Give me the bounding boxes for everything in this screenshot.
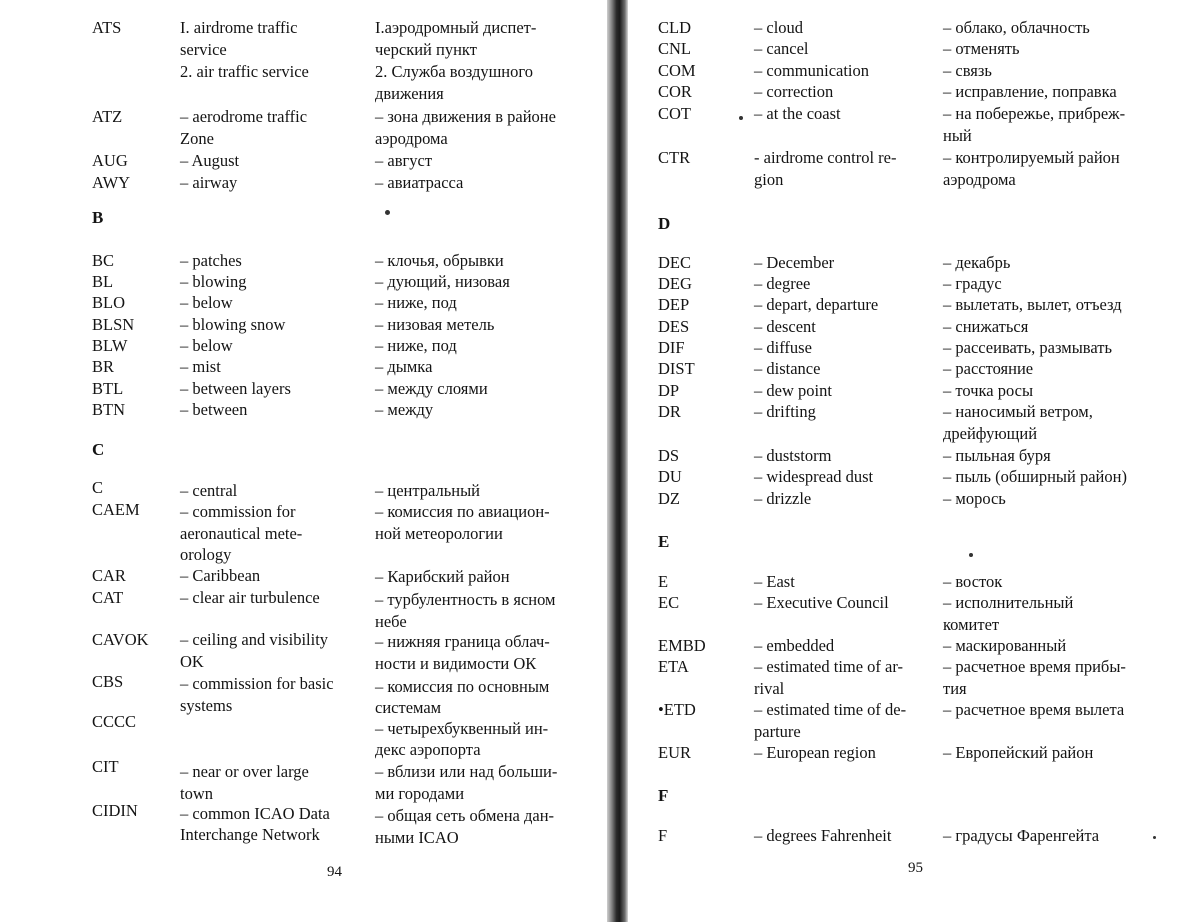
russian-term: ной метеорологии bbox=[375, 524, 503, 543]
russian-term: системам bbox=[375, 698, 442, 717]
abbreviation: BLO bbox=[92, 293, 125, 312]
russian-term: – отменять bbox=[943, 39, 1020, 58]
russian-term: – градус bbox=[943, 274, 1002, 293]
russian-term: 2. Служба воздушного bbox=[375, 62, 533, 81]
abbreviation: EUR bbox=[658, 743, 691, 762]
section-letter: B bbox=[92, 208, 104, 227]
russian-term: – исправление, поправка bbox=[943, 82, 1117, 101]
english-term: – ceiling and visibility bbox=[180, 630, 329, 649]
english-term: OK bbox=[180, 652, 204, 671]
english-term: – widespread dust bbox=[754, 467, 874, 486]
english-term: – cloud bbox=[754, 18, 804, 37]
english-term: – August bbox=[180, 151, 240, 170]
english-term: – near or over large bbox=[180, 762, 309, 781]
russian-term: – морось bbox=[943, 489, 1006, 508]
russian-term: аэродрома bbox=[375, 129, 448, 148]
page-number-left: 94 bbox=[327, 864, 342, 880]
english-term: gion bbox=[754, 170, 784, 189]
abbreviation: DIST bbox=[658, 359, 695, 378]
english-term: aeronautical mete- bbox=[180, 524, 303, 543]
abbreviation: COT bbox=[658, 104, 691, 123]
abbreviation: DIF bbox=[658, 338, 685, 357]
abbreviation: CAT bbox=[92, 588, 124, 607]
english-term: town bbox=[180, 784, 213, 803]
section-letter: D bbox=[658, 214, 671, 233]
russian-term: – рассеивать, размывать bbox=[943, 338, 1112, 357]
english-term: – distance bbox=[754, 359, 821, 378]
russian-term: – связь bbox=[943, 61, 992, 80]
russian-term: – низовая метель bbox=[375, 315, 495, 334]
abbreviation: COR bbox=[658, 82, 692, 101]
russian-term: – контролируемый район bbox=[943, 148, 1120, 167]
russian-term: – снижаться bbox=[943, 317, 1029, 336]
english-term: – commission for bbox=[180, 502, 296, 521]
abbreviation: CIT bbox=[92, 757, 119, 776]
russian-term: – градусы Фаренгейта bbox=[943, 826, 1100, 845]
abbreviation: AUG bbox=[92, 151, 128, 170]
abbreviation: BLSN bbox=[92, 315, 135, 334]
abbreviation: CIDIN bbox=[92, 801, 138, 820]
russian-term: – комиссия по основным bbox=[375, 677, 550, 696]
english-term: – degree bbox=[754, 274, 811, 293]
english-term: – below bbox=[180, 336, 233, 355]
russian-term: черский пункт bbox=[375, 40, 477, 59]
abbreviation: CNL bbox=[658, 39, 691, 58]
section-letter: E bbox=[658, 532, 670, 551]
english-term: – central bbox=[180, 481, 238, 500]
abbreviation: C bbox=[92, 478, 104, 497]
english-term: – blowing bbox=[180, 272, 247, 291]
abbreviation: E bbox=[658, 572, 669, 591]
russian-term: – Карибский район bbox=[375, 567, 510, 586]
russian-term: тия bbox=[943, 679, 967, 698]
abbreviation: EC bbox=[658, 593, 680, 612]
section-letter: F bbox=[658, 786, 669, 805]
abbreviation: CTR bbox=[658, 148, 691, 167]
russian-term: – расстояние bbox=[943, 359, 1034, 378]
english-term: – Executive Council bbox=[754, 593, 889, 612]
english-term: orology bbox=[180, 545, 232, 564]
abbreviation: BLW bbox=[92, 336, 128, 355]
print-speck bbox=[969, 553, 973, 557]
english-term: – common ICAO Data bbox=[180, 804, 330, 823]
russian-term: – на побережье, прибреж- bbox=[943, 104, 1126, 123]
russian-term: – декабрь bbox=[943, 253, 1011, 272]
abbreviation: BR bbox=[92, 357, 115, 376]
russian-term: ми городами bbox=[375, 784, 465, 803]
english-term: Interchange Network bbox=[180, 825, 320, 844]
english-term: – aerodrome traffic bbox=[180, 107, 308, 126]
abbreviation: DR bbox=[658, 402, 681, 421]
english-term: – diffuse bbox=[754, 338, 812, 357]
russian-term: – клочья, обрывки bbox=[375, 251, 504, 270]
russian-term: – восток bbox=[943, 572, 1003, 591]
abbreviation: AWY bbox=[92, 173, 131, 192]
english-term: – duststorm bbox=[754, 446, 832, 465]
russian-term: – между слоями bbox=[375, 379, 488, 398]
english-term: – estimated time of ar- bbox=[754, 657, 904, 676]
russian-term: – ниже, под bbox=[375, 293, 457, 312]
russian-term: аэродрома bbox=[943, 170, 1016, 189]
english-term: – mist bbox=[180, 357, 221, 376]
abbreviation: DZ bbox=[658, 489, 680, 508]
russian-term: – между bbox=[375, 400, 434, 419]
english-term: parture bbox=[754, 722, 801, 741]
english-term: – between layers bbox=[180, 379, 291, 398]
abbreviation: CCCC bbox=[92, 712, 137, 731]
english-term: – commission for basic bbox=[180, 674, 334, 693]
russian-term: декс аэропорта bbox=[375, 740, 481, 759]
abbreviation: BL bbox=[92, 272, 114, 291]
abbreviation: ATS bbox=[92, 18, 122, 37]
russian-term: I.аэродромный диспет- bbox=[375, 18, 537, 37]
abbreviation: BTN bbox=[92, 400, 125, 419]
print-speck bbox=[385, 210, 390, 215]
russian-term: – ниже, под bbox=[375, 336, 457, 355]
abbreviation: •ETD bbox=[658, 700, 696, 719]
english-term: – blowing snow bbox=[180, 315, 286, 334]
english-term: – degrees Fahrenheit bbox=[754, 826, 892, 845]
russian-term: – пыльная буря bbox=[943, 446, 1051, 465]
english-term: Zone bbox=[180, 129, 214, 148]
russian-term: – расчетное время прибы- bbox=[943, 657, 1126, 676]
russian-term: – Европейский район bbox=[943, 743, 1094, 762]
english-term: – depart, departure bbox=[754, 295, 879, 314]
abbreviation: COM bbox=[658, 61, 696, 80]
english-term: service bbox=[180, 40, 227, 59]
russian-term: дрейфующий bbox=[943, 424, 1038, 443]
abbreviation: DU bbox=[658, 467, 682, 486]
english-term: – December bbox=[754, 253, 835, 272]
abbreviation: BTL bbox=[92, 379, 124, 398]
russian-term: – вылетать, вылет, отъезд bbox=[943, 295, 1122, 314]
russian-term: – зона движения в районе bbox=[375, 107, 556, 126]
russian-term: – дымка bbox=[375, 357, 433, 376]
english-term: – dew point bbox=[754, 381, 832, 400]
print-speck bbox=[1153, 836, 1156, 839]
russian-term: комитет bbox=[943, 615, 1000, 634]
russian-term: – маскированный bbox=[943, 636, 1067, 655]
russian-term: – август bbox=[375, 151, 433, 170]
russian-term: – облако, облачность bbox=[943, 18, 1090, 37]
abbreviation: BC bbox=[92, 251, 115, 270]
english-term: – cancel bbox=[754, 39, 809, 58]
russian-term: – исполнительный bbox=[943, 593, 1074, 612]
english-term: rival bbox=[754, 679, 785, 698]
print-speck bbox=[739, 116, 743, 120]
english-term: – patches bbox=[180, 251, 242, 270]
book-spine bbox=[607, 0, 628, 922]
russian-term: – четырехбуквенный ин- bbox=[375, 719, 549, 738]
english-term: 2. air traffic service bbox=[180, 62, 309, 81]
russian-term: – дующий, низовая bbox=[375, 272, 510, 291]
english-term: – descent bbox=[754, 317, 816, 336]
russian-term: небе bbox=[375, 612, 407, 631]
abbreviation: EMBD bbox=[658, 636, 706, 655]
english-term: - airdrome control re- bbox=[754, 148, 897, 167]
abbreviation: DP bbox=[658, 381, 680, 400]
english-term: systems bbox=[180, 696, 233, 715]
abbreviation: CAVOK bbox=[92, 630, 149, 649]
page-number-right: 95 bbox=[908, 860, 923, 876]
abbreviation: CAEM bbox=[92, 500, 140, 519]
russian-term: – пыль (обширный район) bbox=[943, 467, 1127, 486]
russian-term: – общая сеть обмена дан- bbox=[375, 806, 555, 825]
abbreviation: ATZ bbox=[92, 107, 123, 126]
abbreviation: DS bbox=[658, 446, 680, 465]
russian-term: – вблизи или над больши- bbox=[375, 762, 558, 781]
english-term: – drizzle bbox=[754, 489, 812, 508]
abbreviation: CAR bbox=[92, 566, 126, 585]
russian-term: движения bbox=[375, 84, 444, 103]
russian-term: – нижняя граница облач- bbox=[375, 632, 550, 651]
russian-term: ности и видимости ОК bbox=[375, 654, 537, 673]
russian-term: – расчетное время вылета bbox=[943, 700, 1125, 719]
abbreviation: DEP bbox=[658, 295, 690, 314]
english-term: – airway bbox=[180, 173, 238, 192]
english-term: – clear air turbulence bbox=[180, 588, 320, 607]
russian-term: – точка росы bbox=[943, 381, 1034, 400]
abbreviation: DEG bbox=[658, 274, 692, 293]
russian-term: – наносимый ветром, bbox=[943, 402, 1093, 421]
russian-term: ными ICAO bbox=[375, 828, 459, 847]
abbreviation: ETA bbox=[658, 657, 689, 676]
abbreviation: CBS bbox=[92, 672, 124, 691]
english-term: – between bbox=[180, 400, 248, 419]
english-term: – correction bbox=[754, 82, 834, 101]
russian-term: – турбулентность в ясном bbox=[375, 590, 556, 609]
abbreviation: CLD bbox=[658, 18, 691, 37]
section-letter: C bbox=[92, 440, 105, 459]
english-term: – drifting bbox=[754, 402, 816, 421]
english-term: – embedded bbox=[754, 636, 835, 655]
english-term: – below bbox=[180, 293, 233, 312]
english-term: – European region bbox=[754, 743, 876, 762]
english-term: – Caribbean bbox=[180, 566, 261, 585]
russian-term: – авиатрасса bbox=[375, 173, 464, 192]
russian-term: – комиссия по авиацион- bbox=[375, 502, 550, 521]
english-term: I. airdrome traffic bbox=[180, 18, 298, 37]
abbreviation: F bbox=[658, 826, 668, 845]
russian-term: – центральный bbox=[375, 481, 480, 500]
russian-term: ный bbox=[943, 126, 972, 145]
abbreviation: DES bbox=[658, 317, 690, 336]
english-term: – East bbox=[754, 572, 795, 591]
english-term: – communication bbox=[754, 61, 870, 80]
abbreviation: DEC bbox=[658, 253, 691, 272]
english-term: – at the coast bbox=[754, 104, 841, 123]
english-term: – estimated time of de- bbox=[754, 700, 907, 719]
